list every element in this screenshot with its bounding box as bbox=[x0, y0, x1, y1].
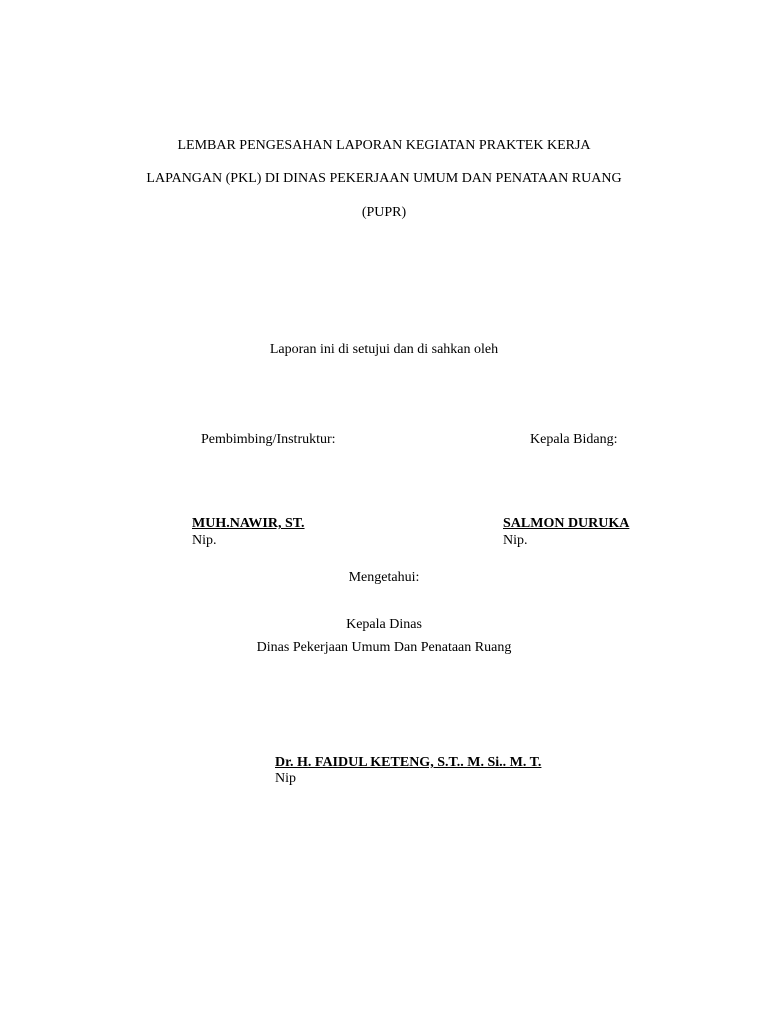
head-name: Dr. H. FAIDUL KETENG, S.T.. M. Si.. M. T. bbox=[275, 755, 542, 770]
right-signatory-name: SALMON DURUKA bbox=[503, 516, 630, 531]
acknowledged-label: Mengetahui: bbox=[348, 570, 420, 585]
right-signatory-role: Kepala Bidang: bbox=[530, 432, 618, 447]
left-signatory-role: Pembimbing/Instruktur: bbox=[201, 432, 336, 447]
right-signatory-nip: Nip. bbox=[503, 533, 528, 548]
left-signatory-name: MUH.NAWIR, ST. bbox=[192, 516, 305, 531]
left-signatory-nip: Nip. bbox=[192, 533, 217, 548]
title-line-2: LAPANGAN (PKL) DI DINAS PEKERJAAN UMUM DAN PENATAAN RUANG bbox=[146, 171, 622, 186]
head-department: Dinas Pekerjaan Umum Dan Penataan Ruang bbox=[256, 640, 512, 655]
head-nip: Nip bbox=[275, 771, 296, 786]
title-line-3: (PUPR) bbox=[361, 205, 407, 220]
head-title: Kepala Dinas bbox=[346, 617, 422, 632]
title-line-1: LEMBAR PENGESAHAN LAPORAN KEGIATAN PRAKTEK KERJA bbox=[177, 138, 591, 153]
approval-statement: Laporan ini di setujui dan di sahkan oleh bbox=[269, 342, 499, 357]
